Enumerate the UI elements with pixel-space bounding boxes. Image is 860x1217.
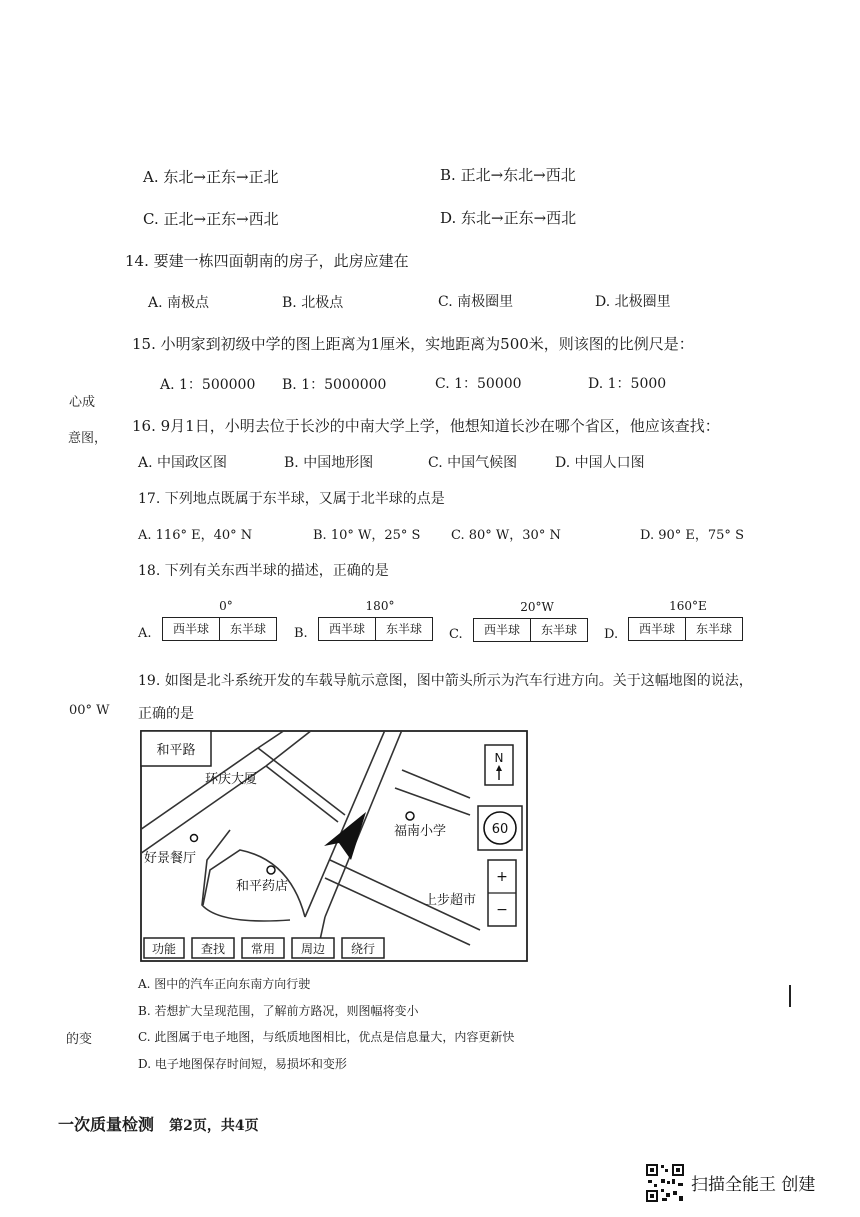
western-hemisphere-cell: 西半球 <box>328 622 365 636</box>
q13-option-d: D. 东北→正东→西北 <box>440 209 577 227</box>
search-button-label: 查找 <box>200 942 226 956</box>
q15-option-a: A. 1：500000 <box>160 377 256 393</box>
place-shangbu-supermarket: 上步超市 <box>424 893 477 908</box>
place-heping-pharmacy: 和平药店 <box>236 879 289 894</box>
function-button-label: 功能 <box>151 942 177 956</box>
q16-stem: 16. 9月1日，小明去位于长沙的中南大学上学，他想知道长沙在哪个省区，他应该查找： <box>132 417 720 435</box>
place-huanqing: 环庆大厦 <box>205 772 258 787</box>
speed-limit-value: 60 <box>491 822 509 837</box>
q19-option-b: B. 若想扩大呈现范围，了解前方路况，则图幅将变小 <box>138 1004 419 1018</box>
q19-option-d: D. 电子地图保存时间短，易损坏和变形 <box>138 1057 347 1071</box>
place-funan-school: 福南小学 <box>394 824 447 839</box>
page-number: 第2页，共4页 <box>169 1118 259 1134</box>
q14-option-a: A. 南极点 <box>148 295 210 311</box>
margin-note-1: 心成 <box>69 395 96 410</box>
page-footer <box>58 1112 259 1135</box>
q14-stem: 14. 要建一栋四面朝南的房子，此房应建在 <box>125 252 409 270</box>
eastern-hemisphere-cell: 东半球 <box>685 618 742 640</box>
q19-stem-line1: 19. 如图是北斗系统开发的车载导航示意图，图中箭头所示为汽车行进方向。关于这幅地图的说法， <box>138 673 753 689</box>
eastern-hemisphere-cell: 东半球 <box>530 619 587 641</box>
q16-option-c: C. 中国气候图 <box>428 455 518 471</box>
q17-option-d: D. 90° E，75° S <box>640 528 744 543</box>
q18-option-a-letter: A. <box>138 626 152 641</box>
function-button-bar <box>144 938 384 958</box>
meridian-label: 0° <box>219 599 233 613</box>
q16-option-d: D. 中国人口图 <box>555 455 645 471</box>
hemisphere-box <box>318 617 433 641</box>
zoom-out-button[interactable]: − <box>496 902 508 918</box>
qr-code-icon <box>645 1163 685 1203</box>
margin-note-2: 意图， <box>68 431 108 446</box>
q18-stem: 18. 下列有关东西半球的描述，正确的是 <box>138 563 389 579</box>
q14-option-c: C. 南极圈里 <box>438 294 514 310</box>
zoom-in-button[interactable]: + <box>496 869 508 885</box>
q15-stem: 15. 小明家到初级中学的图上距离为1厘米，实地距离为500米，则该图的比例尺是： <box>132 335 694 353</box>
eastern-hemisphere-cell: 东半球 <box>375 618 432 640</box>
meridian-label: 180° <box>365 599 395 613</box>
exam-title: 一次质量检测 <box>58 1115 155 1134</box>
q17-option-b: B. 10° W，25° S <box>313 528 421 543</box>
q18-option-c-letter: C. <box>449 627 463 642</box>
q18-option-b-letter: B. <box>294 626 308 641</box>
q13-option-a: A. 东北→正东→正北 <box>143 168 279 186</box>
q17-stem: 17. 下列地点既属于东半球，又属于北半球的点是 <box>138 491 445 507</box>
scan-artifact-line <box>789 985 791 1007</box>
western-hemisphere-cell: 西半球 <box>483 623 520 637</box>
place-haojing-restaurant: 好景餐厅 <box>144 851 197 866</box>
q14-option-d: D. 北极圈里 <box>595 294 671 310</box>
hemisphere-box <box>162 617 277 641</box>
q13-option-b: B. 正北→东北→西北 <box>440 166 576 184</box>
nearby-button-label: 周边 <box>300 942 326 956</box>
navigation-map <box>140 730 528 962</box>
hemisphere-box <box>473 618 588 642</box>
q13-option-c: C. 正北→正东→西北 <box>143 210 279 228</box>
western-hemisphere-cell: 西半球 <box>638 622 675 636</box>
hemisphere-box <box>628 617 743 641</box>
q18-option-d-letter: D. <box>604 627 619 642</box>
q16-option-b: B. 中国地形图 <box>284 455 374 471</box>
scanner-watermark-text: 扫描全能王 创建 <box>691 1175 816 1195</box>
q19-stem-line2: 正确的是 <box>138 706 194 722</box>
eastern-hemisphere-cell: 东半球 <box>219 618 276 640</box>
detour-button-label: 绕行 <box>350 942 376 956</box>
margin-note-3: 00° W <box>69 703 110 718</box>
western-hemisphere-cell: 西半球 <box>172 622 209 636</box>
q19-option-c: C. 此图属于电子地图，与纸质地图相比，优点是信息量大，内容更新快 <box>138 1030 515 1044</box>
q19-option-a: A. 图中的汽车正向东南方向行驶 <box>138 977 311 991</box>
q15-option-b: B. 1：5000000 <box>282 377 387 393</box>
q15-option-d: D. 1：5000 <box>588 376 667 392</box>
q17-option-c: C. 80° W，30° N <box>451 528 561 543</box>
meridian-label: 20°W <box>520 600 554 614</box>
road-label: 和平路 <box>156 743 196 758</box>
q15-option-c: C. 1：50000 <box>435 376 522 392</box>
frequent-button-label: 常用 <box>250 942 276 956</box>
meridian-label: 160°E <box>669 599 707 613</box>
q17-option-a: A. 116° E，40° N <box>138 528 253 543</box>
q16-option-a: A. 中国政区图 <box>138 455 228 471</box>
q14-option-b: B. 北极点 <box>282 295 344 311</box>
north-label: N <box>494 751 504 765</box>
margin-note-4: 的变 <box>66 1032 93 1047</box>
